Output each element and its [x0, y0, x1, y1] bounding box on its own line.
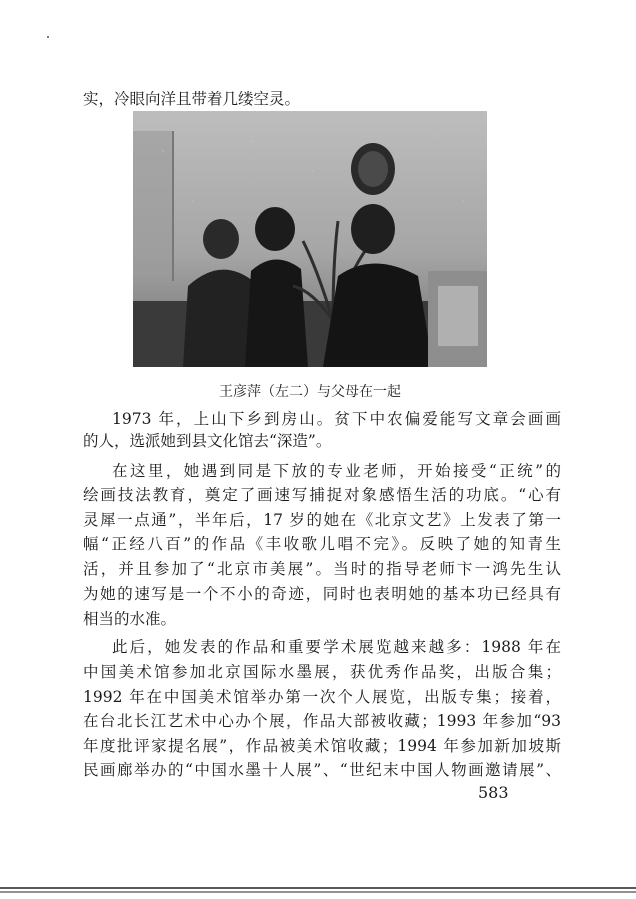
text-line-1: 实，冷眼向洋且带着几缕空灵。	[83, 90, 301, 108]
text-line-5: 绘画技法教育，奠定了画速写捕捉对象感悟生活的功底。“心有	[83, 486, 561, 504]
text-line-14: 在台北长江艺术中心办个展，作品大部被收藏；1993 年参加“93	[83, 712, 561, 730]
text-line-12: 中国美术馆参加北京国际水墨展，获优秀作品奖，出版合集；	[83, 663, 561, 681]
text-line-13: 1992 年在中国美术馆举办第一次个人展览，出版专集；接着，	[83, 688, 561, 706]
footer-rule	[0, 886, 636, 896]
text-line-4: 在这里，她遇到同是下放的专业老师，开始接受“正统”的	[112, 462, 561, 480]
text-line-10: 相当的水准。	[83, 610, 177, 628]
text-line-3: 的人，选派她到县文化馆去“深造”。	[83, 432, 332, 450]
text-line-11: 此后，她发表的作品和重要学术展览越来越多：1988 年在	[112, 638, 561, 656]
text-line-7: 幅“正经八百”的作品《丰收歌儿唱不完》。反映了她的知青生	[83, 535, 561, 553]
text-line-6: 灵犀一点通”，半年后，17 岁的她在《北京文艺》上发表了第一	[83, 511, 561, 529]
photo-illustration	[133, 111, 487, 367]
scan-speck	[47, 36, 49, 38]
photo-caption: 王彦萍（左二）与父母在一起	[219, 384, 401, 400]
page-number: 583	[478, 783, 509, 802]
family-photo	[133, 111, 487, 367]
text-line-16: 民画廊举办的“中国水墨十人展”、“世纪末中国人物画邀请展”、	[83, 761, 561, 779]
text-line-9: 为她的速写是一个不小的奇迹，同时也表明她的基本功已经具有	[83, 585, 561, 603]
text-line-15: 年度批评家提名展”，作品被美术馆收藏；1994 年参加新加坡斯	[83, 737, 561, 755]
text-line-8: 活，并且参加了“北京市美展”。当时的指导老师卞一鸿先生认	[83, 560, 561, 578]
text-line-2: 1973 年，上山下乡到房山。贫下中农偏爱能写文章会画画	[112, 410, 561, 428]
